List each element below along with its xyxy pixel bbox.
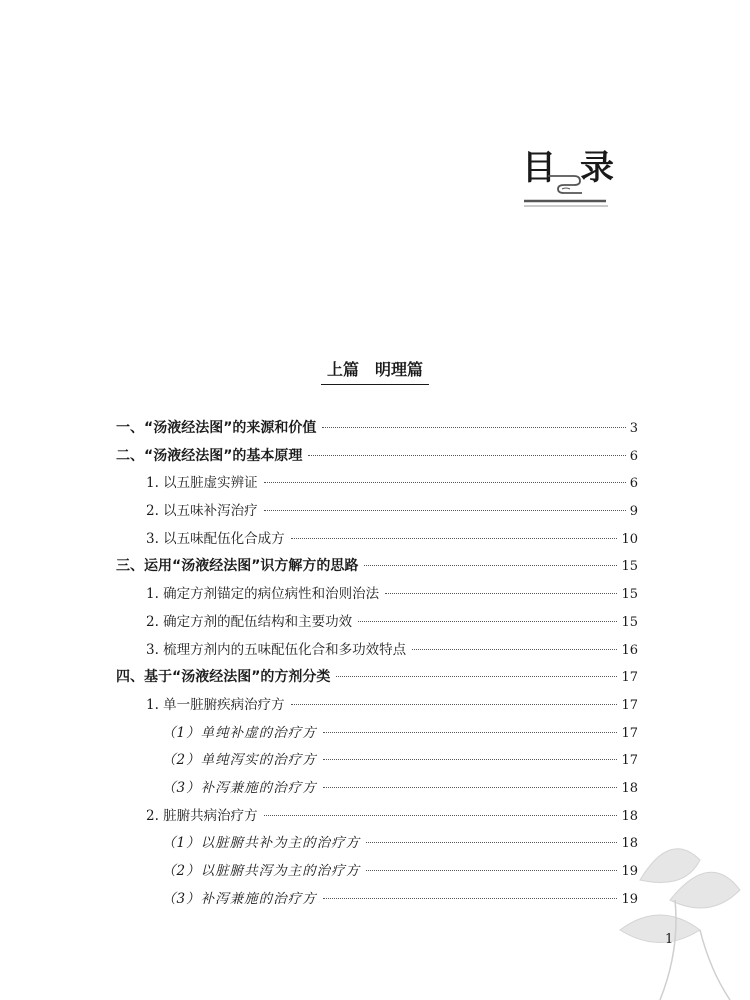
toc-leader-dots: [412, 649, 617, 650]
toc-entry-label: 1. 确定方剂锚定的病位病性和治则治法: [146, 586, 380, 603]
toc-entry-label: 1. 以五脏虚实辨证: [146, 475, 258, 492]
toc-entry-page: 17: [621, 697, 638, 713]
toc-leader-dots: [366, 842, 617, 843]
toc-entry[interactable]: [116, 858, 638, 886]
toc-entry[interactable]: [116, 581, 638, 609]
toc-entry[interactable]: [116, 664, 638, 692]
toc-entry-page: 10: [621, 531, 638, 547]
toc-leader-dots: [323, 787, 618, 788]
toc-entry-label: 2. 以五味补泻治疗: [146, 503, 258, 520]
toc-entry-page: 17: [621, 670, 638, 686]
toc-entry[interactable]: [116, 692, 638, 720]
toc-entry[interactable]: [116, 803, 638, 831]
toc-entry-label: （1）单纯补虚的治疗方: [162, 724, 317, 741]
toc-entry[interactable]: [116, 609, 638, 637]
toc-leader-dots: [366, 870, 617, 871]
toc-entry[interactable]: [116, 415, 638, 443]
toc-entry-page: 6: [629, 476, 638, 492]
toc-entry-label: （2）以脏腑共泻为主的治疗方: [162, 863, 361, 879]
toc-entry-label: 2. 脏腑共病治疗方: [146, 807, 258, 824]
toc-entry-page: 3: [629, 421, 638, 436]
toc-leader-dots: [291, 704, 618, 705]
toc-entry-page: 15: [621, 559, 638, 575]
toc-entry-label: 1. 单一脏腑疾病治疗方: [146, 696, 285, 713]
toc-entry-label: 3. 以五味配伍化合成方: [146, 530, 285, 547]
toc-entry-page: 18: [621, 780, 638, 796]
toc-leader-dots: [291, 538, 618, 539]
toc-entry[interactable]: [116, 886, 638, 914]
toc-entry[interactable]: [116, 443, 638, 471]
toc-entry-label: 二、“汤液经法图”的基本原理: [116, 447, 303, 464]
toc-entry[interactable]: [116, 720, 638, 748]
toc-entry-page: 18: [621, 836, 638, 852]
toc-leader-dots: [264, 510, 626, 511]
toc-entry-label: （3）补泻兼施的治疗方: [162, 890, 317, 907]
toc-leader-dots: [358, 621, 617, 622]
toc-entry-label: 3. 梳理方剂内的五味配伍化合和多功效特点: [146, 641, 407, 658]
toc-entry[interactable]: [116, 830, 638, 858]
toc-entry-page: 19: [621, 891, 638, 907]
toc-entry[interactable]: [116, 637, 638, 665]
toc-entry-label: （3）补泻兼施的治疗方: [162, 779, 317, 796]
title-char-mu: 目: [522, 148, 556, 188]
toc-leader-dots: [364, 565, 617, 566]
toc-entry-page: 17: [621, 753, 638, 769]
toc-entry-page: 15: [621, 587, 638, 603]
section-heading: [0, 357, 750, 385]
toc-entry[interactable]: [116, 553, 638, 581]
toc-entry-label: 四、基于“汤液经法图”的方剂分类: [116, 669, 331, 686]
toc-entry-page: 16: [621, 642, 638, 658]
page-number: 1: [665, 932, 674, 947]
toc-leader-dots: [385, 593, 617, 594]
section-heading-text: 上篇 明理篇: [321, 357, 429, 385]
toc-leader-dots: [264, 815, 618, 816]
toc-entry-page: 9: [629, 504, 638, 520]
toc-title: [518, 140, 628, 220]
toc-entry-page: 19: [621, 864, 638, 879]
toc-leader-dots: [264, 482, 626, 483]
toc-leader-dots: [308, 455, 625, 456]
cloud-ornament-icon: [518, 174, 628, 214]
toc-entry-label: （2）单纯泻实的治疗方: [162, 752, 317, 769]
toc-entry[interactable]: [116, 498, 638, 526]
toc-leader-dots: [336, 676, 617, 677]
toc-entry-page: 18: [621, 808, 638, 824]
table-of-contents: [116, 415, 638, 913]
toc-entry-page: 15: [621, 614, 638, 630]
toc-entry-label: 三、运用“汤液经法图”识方解方的思路: [116, 558, 359, 575]
toc-leader-dots: [323, 898, 618, 899]
toc-entry-label: （1）以脏腑共补为主的治疗方: [162, 835, 361, 852]
toc-entry[interactable]: [116, 747, 638, 775]
toc-entry-page: 17: [621, 725, 638, 741]
toc-entry-page: 6: [629, 448, 638, 464]
toc-leader-dots: [323, 759, 618, 760]
toc-leader-dots: [322, 427, 625, 428]
toc-entry[interactable]: [116, 470, 638, 498]
toc-entry[interactable]: [116, 775, 638, 803]
toc-entry-label: 一、“汤液经法图”的来源和价值: [116, 420, 317, 436]
toc-leader-dots: [323, 732, 618, 733]
lotus-watermark-icon: [600, 820, 750, 1000]
toc-entry-label: 2. 确定方剂的配伍结构和主要功效: [146, 613, 353, 630]
toc-entry[interactable]: [116, 526, 638, 554]
title-char-lu: 录: [580, 148, 614, 188]
